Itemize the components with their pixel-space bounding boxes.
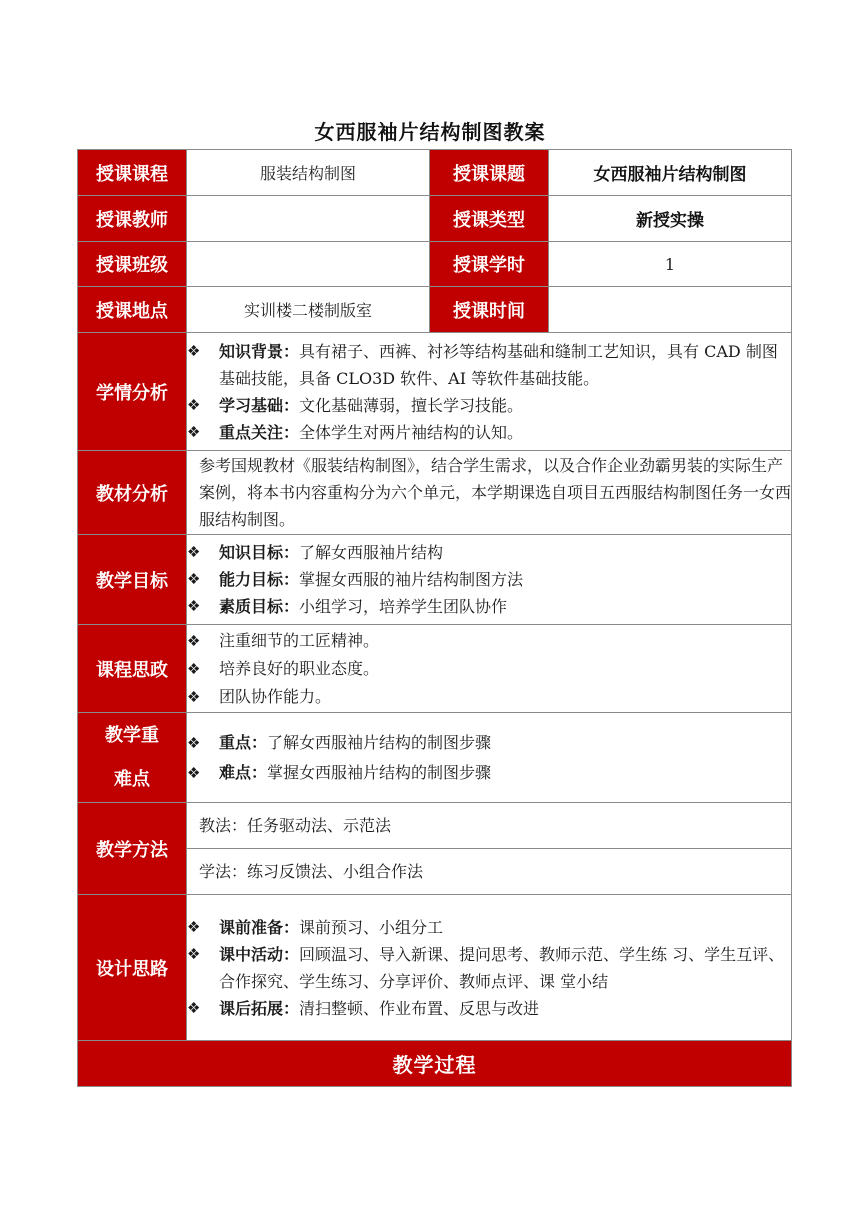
diamond-bullet-icon: ❖ [187,570,201,588]
row-textbook-analysis [78,451,792,535]
diamond-bullet-icon: ❖ [187,944,201,963]
diamond-bullet-icon: ❖ [187,998,201,1017]
row-process-banner [78,1041,792,1087]
class-value [187,242,430,287]
goal-item: ❖ 能力目标：掌握女西服的袖片结构制图方法 [187,566,791,593]
row-key-points [78,713,792,803]
diamond-bullet-icon: ❖ [187,917,201,936]
row-place [78,287,792,333]
row-course [78,150,792,196]
course-value: 服装结构制图 [187,150,430,196]
topic-value: 女西服袖片结构制图 [549,150,792,196]
place-value: 实训楼二楼制版室 [187,287,430,333]
ideology-item: ❖ 团队协作能力。 [187,683,791,711]
design-content [187,895,792,1041]
diamond-bullet-icon: ❖ [187,659,201,678]
row-methods-teach [78,803,792,849]
ideology-item: ❖ 注重细节的工匠精神。 [187,627,791,655]
diamond-bullet-icon: ❖ [187,422,201,441]
course-label: 授课课程 [78,150,187,196]
design-item: ❖ 课中活动：回顾温习、导入新课、提问思考、教师示范、学生练 习、学生互评、合作探究、学生练习、分享评价、教师点评、课 堂小结 [187,941,791,995]
diamond-bullet-icon: ❖ [187,341,201,360]
document-title: 女西服袖片结构制图教案 [314,120,546,144]
class-label: 授课班级 [78,242,187,287]
diamond-bullet-icon: ❖ [187,543,201,561]
key-points-label: 教学重 难点 [78,713,187,803]
learner-item: ❖ 学习基础：文化基础薄弱，擅长学习技能。 [187,392,791,419]
row-design [78,895,792,1041]
diamond-bullet-icon: ❖ [187,733,201,752]
time-label: 授课时间 [430,287,549,333]
diamond-bullet-icon: ❖ [187,763,201,782]
lesson-plan-table [77,149,792,1087]
diamond-bullet-icon: ❖ [187,395,201,414]
teaching-process-banner: 教学过程 [78,1041,792,1087]
learning-method-text: 学法：练习反馈法、小组合作法 [187,849,792,895]
topic-label: 授课课题 [430,150,549,196]
teaching-methods-label: 教学方法 [78,803,187,895]
row-teacher [78,196,792,242]
hours-label: 授课学时 [430,242,549,287]
diamond-bullet-icon: ❖ [187,687,201,706]
type-label: 授课类型 [430,196,549,242]
type-value: 新授实操 [549,196,792,242]
teacher-value [187,196,430,242]
row-ideology [78,625,792,713]
diamond-bullet-icon: ❖ [187,631,201,650]
goal-item: ❖ 素质目标：小组学习，培养学生团队协作 [187,593,791,620]
goal-item: ❖ 知识目标：了解女西服袖片结构 [187,539,791,566]
diamond-bullet-icon: ❖ [187,597,201,615]
learner-item: ❖ 重点关注：全体学生对两片袖结构的认知。 [187,419,791,446]
row-teaching-goals [78,535,792,625]
textbook-analysis-text: 参考国规教材《服装结构制图》，结合学生需求，以及合作企业劲霸男装的实际生产案例，将本书内容重构分为六个单元，本学期课选自项目五西服结构制图任务一女西服结构制图。 [187,451,792,535]
teaching-method-text: 教法：任务驱动法、示范法 [187,803,792,849]
ideology-content [187,625,792,713]
key-point-item: ❖ 重点：了解女西服袖片结构的制图步骤 [187,728,791,758]
teaching-goals-content [187,535,792,625]
place-label: 授课地点 [78,287,187,333]
hours-value: 1 [549,242,792,287]
key-point-item: ❖ 难点：掌握女西服袖片结构的制图步骤 [187,758,791,788]
row-class [78,242,792,287]
design-label: 设计思路 [78,895,187,1041]
teacher-label: 授课教师 [78,196,187,242]
textbook-analysis-label: 教材分析 [78,451,187,535]
ideology-label: 课程思政 [78,625,187,713]
teaching-goals-label: 教学目标 [78,535,187,625]
learner-analysis-content [187,333,792,451]
ideology-item: ❖ 培养良好的职业态度。 [187,655,791,683]
design-item: ❖ 课后拓展：清扫整顿、作业布置、反思与改进 [187,995,791,1022]
key-points-content [187,713,792,803]
learner-analysis-label: 学情分析 [78,333,187,451]
time-value [549,287,792,333]
design-item: ❖ 课前准备：课前预习、小组分工 [187,914,791,941]
row-learner-analysis [78,333,792,451]
learner-item: ❖ 知识背景：具有裙子、西裤、衬衫等结构基础和缝制工艺知识，具有 CAD 制图基础技能，具备 CLO3D 软件、AI 等软件基础技能。 [187,338,791,392]
